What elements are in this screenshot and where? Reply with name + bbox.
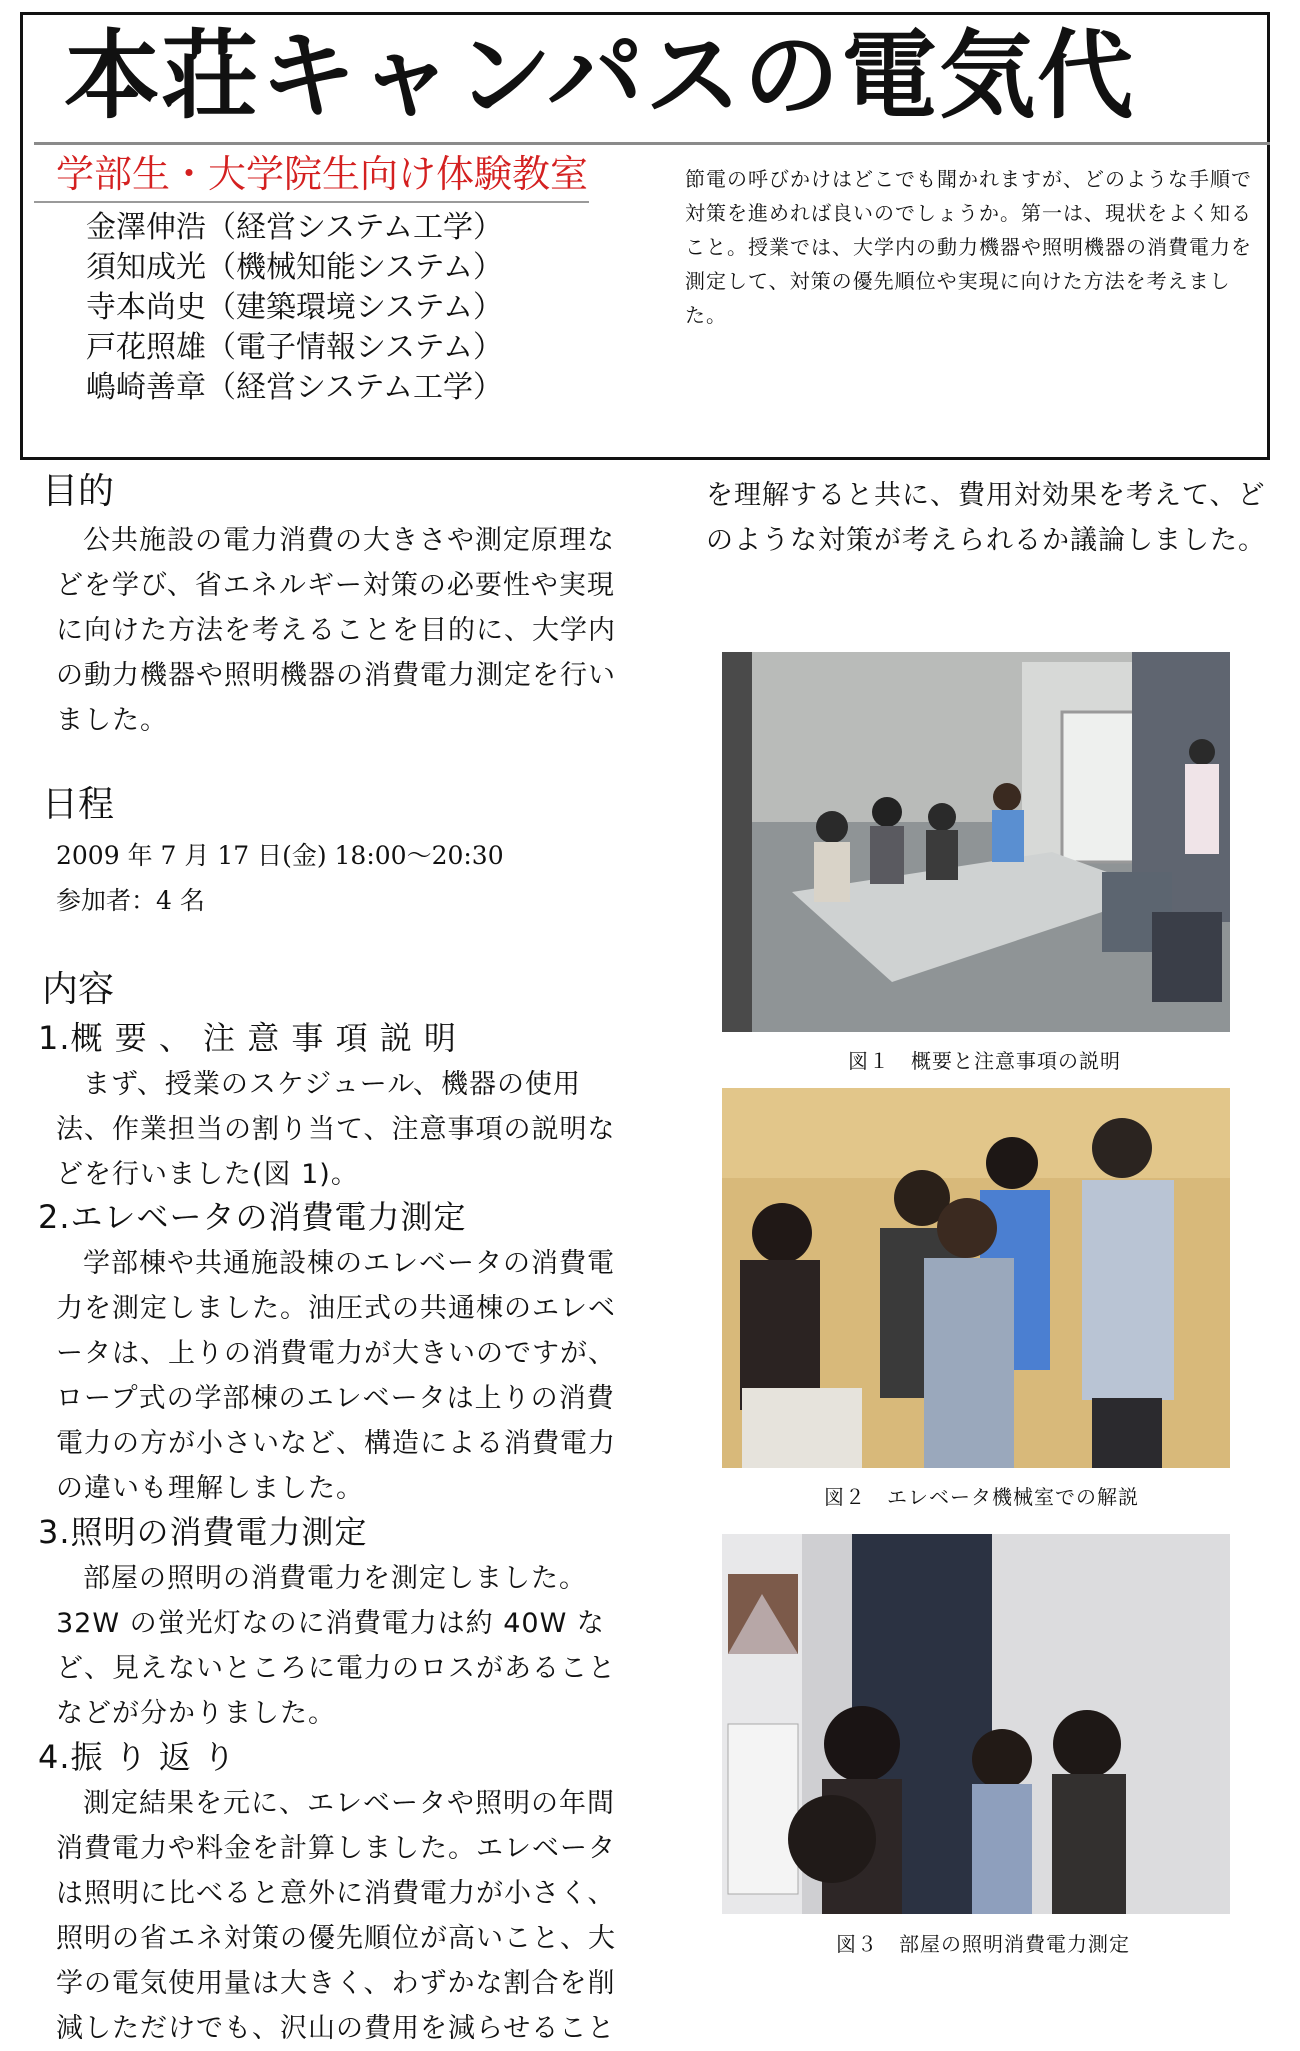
figure-2-caption: 図２ エレベータ機械室での解説	[824, 1485, 1139, 1509]
schedule-date: 2009 年 7 月 17 日(金) 18:00～20:30	[56, 841, 504, 870]
content-item-title-2: 2.エレベータの消費電力測定	[38, 1198, 467, 1236]
staff-member: 金澤伸浩（経営システム工学）	[86, 210, 503, 245]
purpose-text: 公共施設の電力消費の大きさや測定原理などを学び、省エネルギー対策の必要性や実現に向けた方法を考えることを目的に、大学内の動力機器や照明機器の消費電力測定を行いました。	[56, 525, 616, 736]
intro-text: 節電の呼びかけはどこでも聞かれますが、どのような手順で対策を進めれば良いのでしょうか。第一は、現状をよく知ること。授業では、大学内の動力機器や照明機器の消費電力を測定して、対策の優先順位や実現に向けた方法を考えました。	[685, 167, 1252, 327]
participants-count: 参加者：4 名	[56, 886, 205, 915]
schedule-heading: 日程	[42, 784, 115, 825]
figure-3-photo	[722, 1534, 1230, 1914]
content-item-title-4: 4.振 り 返 り	[38, 1738, 237, 1776]
continuation-text: を理解すると共に、費用対効果を考えて、どのような対策が考えられるか議論しました。	[706, 480, 1266, 556]
staff-member: 戸花照雄（電子情報システム）	[86, 330, 503, 365]
figure-1-caption: 図１ 概要と注意事項の説明	[848, 1049, 1121, 1073]
content-heading: 内容	[42, 969, 115, 1010]
figure-2-photo	[722, 1088, 1230, 1468]
staff-member: 須知成光（機械知能システム）	[86, 250, 503, 285]
figure-1-photo	[722, 652, 1230, 1032]
title-divider	[34, 142, 1270, 145]
figure-3-caption: 図３ 部屋の照明消費電力測定	[836, 1932, 1130, 1956]
staff-member: 寺本尚史（建築環境システム）	[86, 290, 503, 325]
staff-list	[86, 208, 503, 408]
content-item-text-3: 部屋の照明の消費電力を測定しました。32W の蛍光灯なのに消費電力は約 40W など、見えないところに電力のロスがあることなどが分かりました。	[56, 1563, 616, 1729]
content-item-text-2: 学部棟や共通施設棟のエレベータの消費電力を測定しました。油圧式の共通棟のエレベータは、上りの消費電力が大きいのですが、ロープ式の学部棟のエレベータは上りの消費電力の方が小さいなど、構造による消費電力の違いも理解しました。	[56, 1248, 616, 1504]
page-title: 本荘キャンパスの電気代	[64, 20, 1136, 132]
purpose-heading: 目的	[42, 471, 115, 512]
page-subtitle: 学部生・大学院生向け体験教室	[56, 152, 589, 196]
content-item-text-1: まず、授業のスケジュール、機器の使用法、作業担当の割り当て、注意事項の説明などを行いました(図 1)。	[56, 1069, 616, 1190]
content-item-title-1: 1.概 要 、 注 意 事 項 説 明	[38, 1019, 457, 1057]
staff-member: 嶋崎善章（経営システム工学）	[86, 370, 503, 405]
content-item-text-4: 測定結果を元に、エレベータや照明の年間消費電力や料金を計算しました。エレベータは照明に比べると意外に消費電力が小さく、照明の省エネ対策の優先順位が高いこと、大学の電気使用量は大きく、わずかな割合を削減しただけでも、沢山の費用を減らせること	[56, 1788, 616, 2044]
subtitle-divider	[34, 201, 589, 203]
content-item-title-3: 3.照明の消費電力測定	[38, 1513, 368, 1551]
